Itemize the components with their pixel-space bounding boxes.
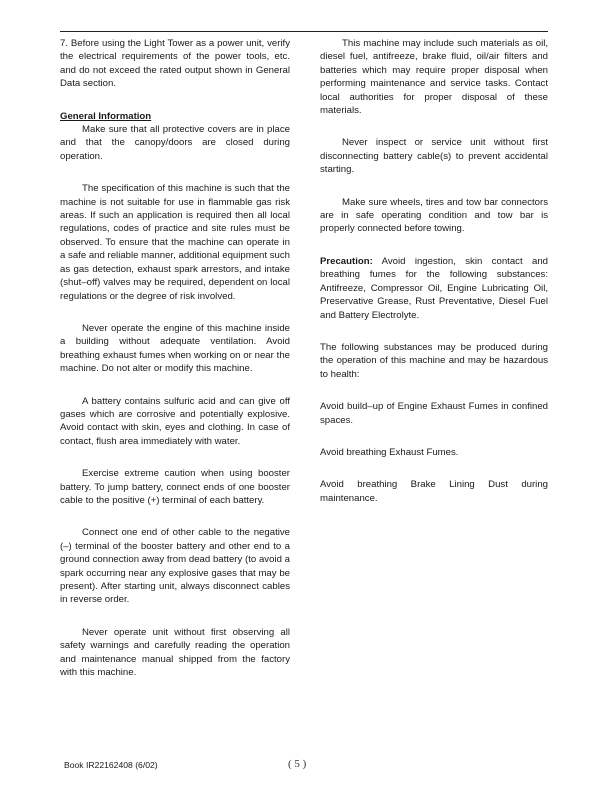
hazard-brake-dust: Avoid breathing Brake Lining Dust during maintenance. — [320, 479, 548, 504]
precaution-text: Avoid ingestion, skin contact and breathing fumes for the following substances: Antifreeze, Compressor Oil, Engine Lubricating Oil, Preservative Grease, Rust Preventative, Diesel Fuel and Battery Electrolyte. — [320, 255, 548, 321]
paragraph-safety-warnings: Never operate unit without first observing all safety warnings and carefully reading the operation and maintenance manual shipped from the factory with this machine. — [60, 626, 290, 679]
paragraph-hazard-intro: The following substances may be produced during the operation of this machine and may be hazardous to health: — [320, 341, 548, 380]
paragraph-flammable-gas: The specification of this machine is such that the machine is not suitable for use in flammable gas risk areas. If such an application is required then all local regulations, codes of practice and site rules must be observed. To ensure that the machine can operate in a safe and reliable manner, additional equipment such as gas detection, exhaust spark arrestors, and intake (shut–off) valves may be required, dependent on local regulations or the degree of risk involved. — [60, 183, 290, 302]
section-heading-general-information: General Information — [60, 110, 152, 122]
right-column — [320, 37, 548, 505]
paragraph-precaution — [320, 255, 548, 322]
top-rule — [60, 31, 548, 32]
paragraph-disposal: This machine may include such materials as oil, diesel fuel, antifreeze, brake fluid, oil/air filters and batteries which may require proper disposal when performing maintenance and service tasks. Contact local authorities for proper disposal of these materials. — [320, 38, 548, 117]
page-number: ( 5 ) — [288, 758, 307, 770]
hazard-exhaust-buildup: Avoid build–up of Engine Exhaust Fumes in confined spaces. — [320, 401, 548, 426]
paragraph-ventilation: Never operate the engine of this machine inside a building without adequate ventilation. Avoid breathing exhaust fumes when working on or near the machine. Do not alter or modify this machine. — [60, 322, 290, 375]
left-column — [60, 37, 290, 679]
paragraph-battery-acid: A battery contains sulfuric acid and can give off gases which are corrosive and potentially explosive. Avoid contact with skin, eyes and clothing. In case of contact, flush area immediately with water. — [60, 395, 290, 447]
paragraph-negative-terminal: Connect one end of other cable to the negative (–) terminal of the booster battery and other end to a ground connection away from dead battery (to avoid a spark occurring near any explosive gases that may be present). After starting unit, always disconnect cables in reverse order. — [60, 527, 290, 606]
precaution-label: Precaution: — [320, 255, 373, 267]
paragraph-towing: Make sure wheels, tires and tow bar connectors are in safe operating condition and tow bar is properly connected before towing. — [320, 196, 548, 235]
paragraph-booster-battery: Exercise extreme caution when using booster battery. To jump battery, connect ends of one booster cable to the positive (+) terminal of each battery. — [60, 468, 290, 506]
item-7-paragraph: 7. Before using the Light Tower as a power unit, verify the electrical requirements of the power tools, etc. and do not exceed the rated output shown in General Data section. — [60, 38, 290, 90]
paragraph-battery-cable: Never inspect or service unit without first disconnecting battery cable(s) to prevent accidental starting. — [320, 137, 548, 176]
hazard-exhaust-fumes: Avoid breathing Exhaust Fumes. — [320, 446, 459, 458]
paragraph-protective-covers: Make sure that all protective covers are in place and that the canopy/doors are closed during operation. — [60, 124, 290, 162]
book-number: Book IR22162408 (6/02) — [64, 760, 158, 770]
